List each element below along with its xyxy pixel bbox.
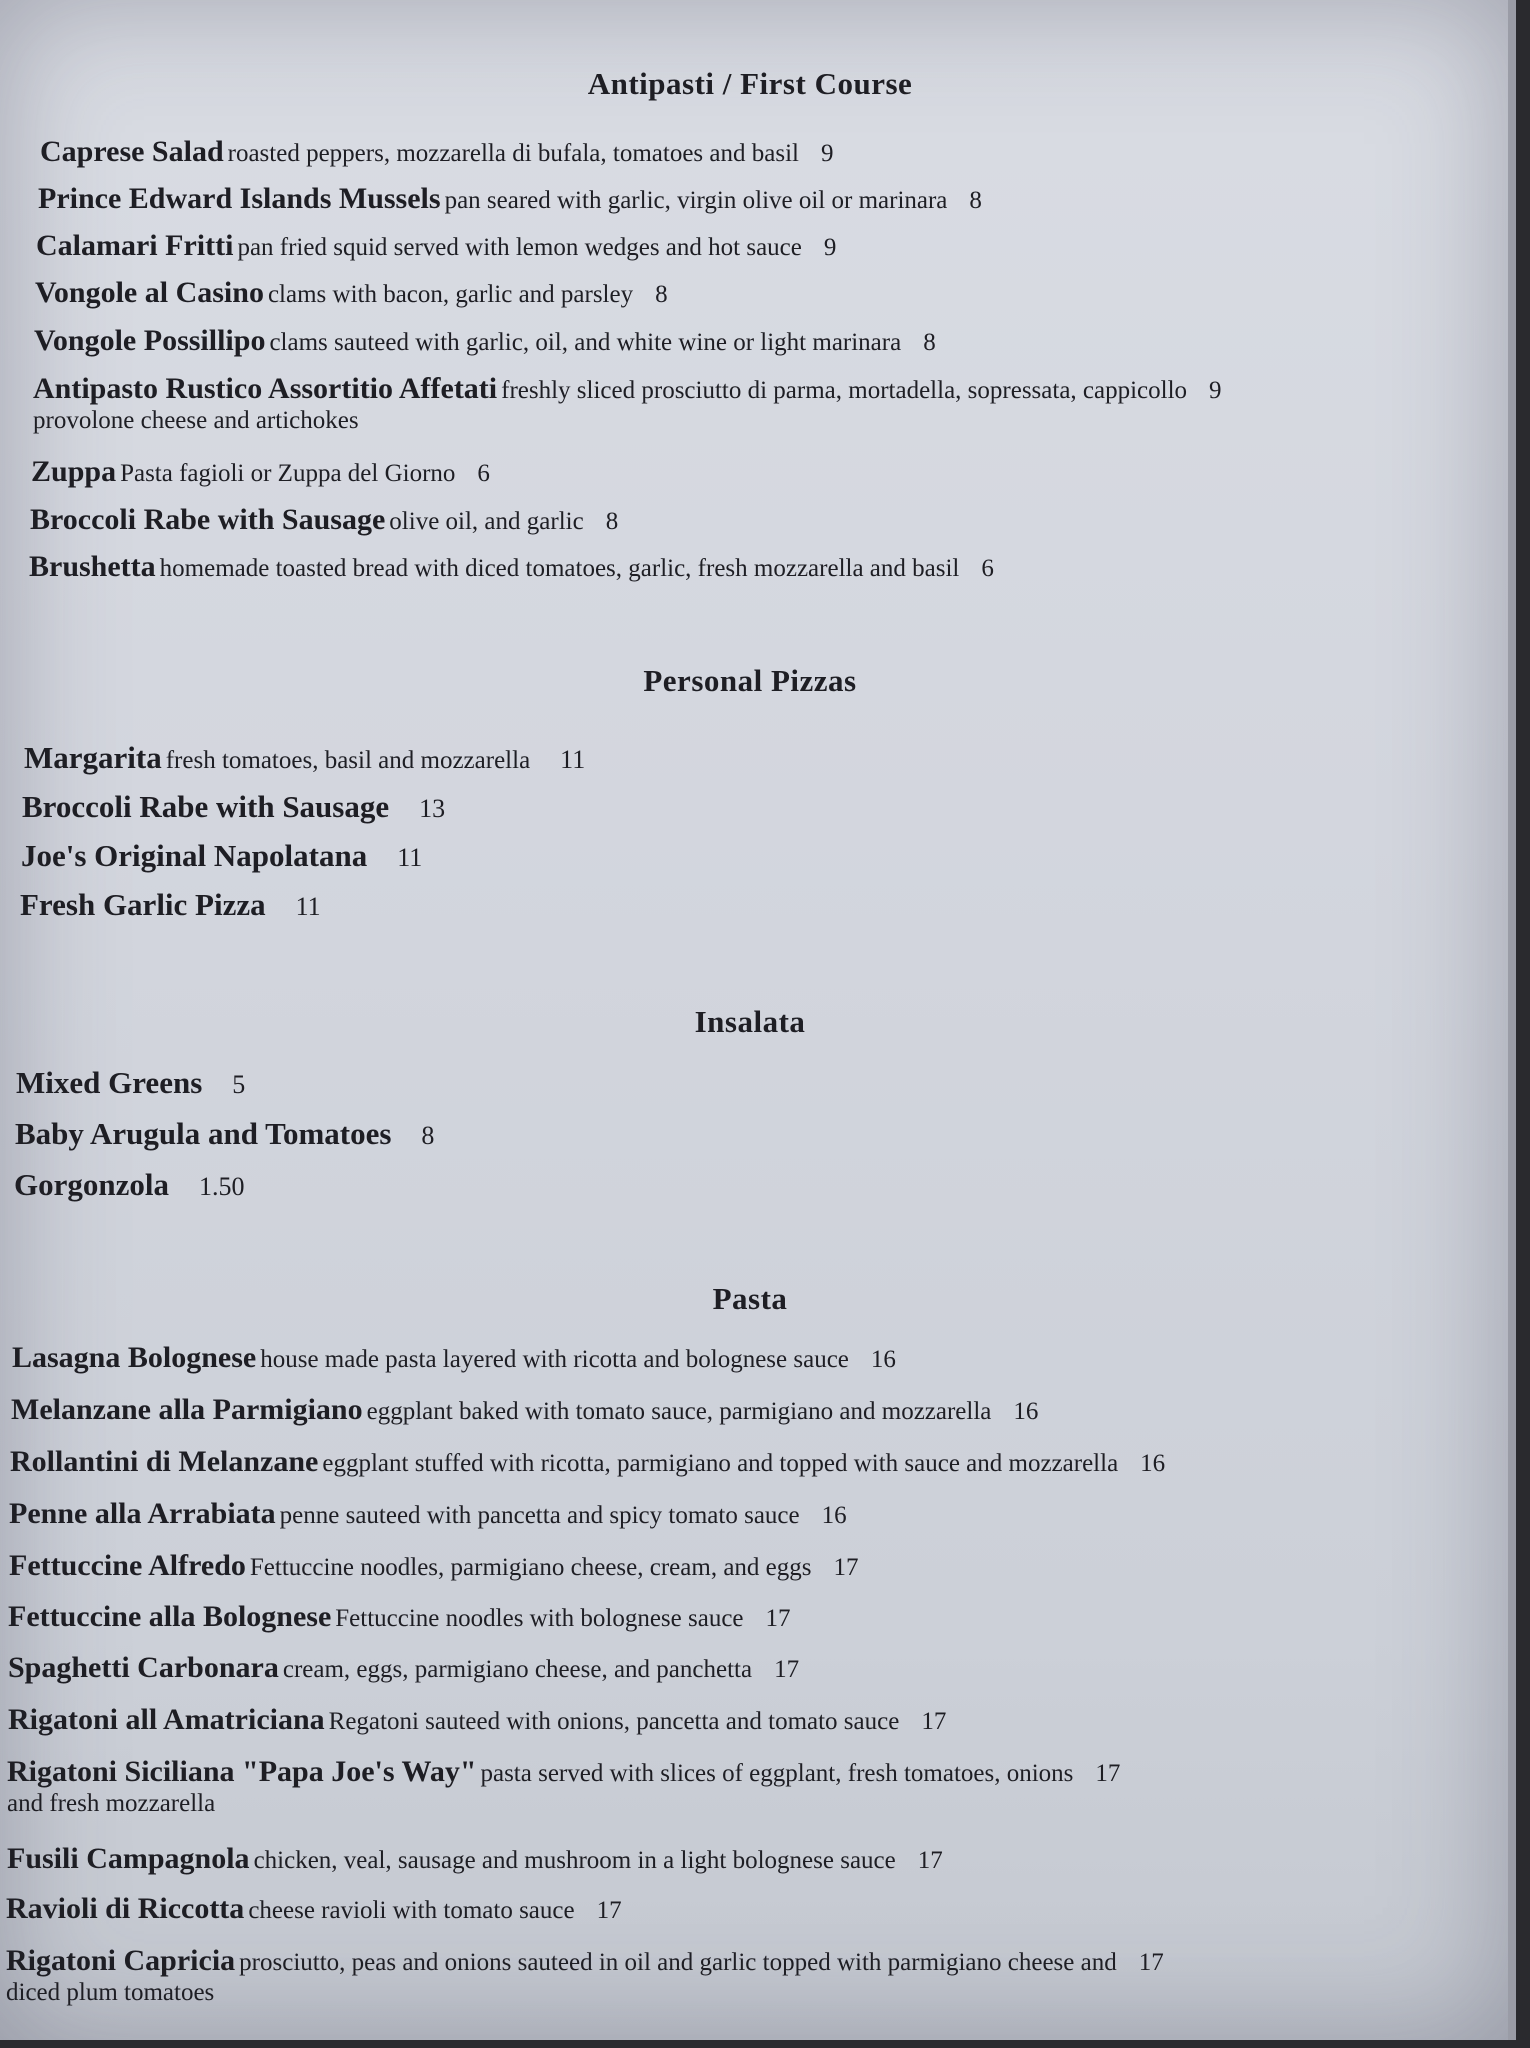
menu-item	[30, 503, 618, 538]
menu-item	[33, 372, 1222, 435]
menu-item	[16, 1065, 245, 1101]
menu-item	[7, 1842, 943, 1877]
menu-item	[34, 324, 936, 359]
item-price: 1.50	[199, 1172, 245, 1201]
menu-item	[11, 1393, 1038, 1428]
item-price: 11	[397, 843, 423, 872]
item-price: 8	[923, 329, 936, 356]
item-name: Broccoli Rabe with Sausage	[22, 789, 390, 824]
item-name: Fusili Campagnola	[7, 1842, 250, 1875]
item-name: Joe's Original Napolatana	[21, 838, 368, 873]
section-title-pizzas: Personal Pizzas	[643, 663, 857, 698]
item-desc: fresh tomatoes, basil and mozzarella	[165, 747, 531, 774]
item-price: 6	[981, 555, 994, 582]
item-name: Melanzane alla Parmigiano	[11, 1393, 363, 1426]
item-price: 6	[477, 460, 490, 487]
item-name: Spaghetti Carbonara	[8, 1651, 279, 1684]
menu-item	[29, 550, 994, 585]
menu-item	[9, 1497, 847, 1532]
section-title-insalata: Insalata	[694, 1004, 806, 1039]
item-name: Mixed Greens	[16, 1065, 203, 1100]
item-desc: cream, eggs, parmigiano cheese, and panchetta	[282, 1656, 753, 1683]
item-name: Rigatoni all Amatriciana	[8, 1703, 325, 1736]
item-desc: homemade toasted bread with diced tomatoes, garlic, fresh mozzarella and basil	[159, 555, 960, 582]
item-name: Vongole Possillipo	[34, 324, 266, 357]
item-desc: chicken, veal, sausage and mushroom in a light bolognese sauce	[253, 1847, 896, 1874]
menu-item	[24, 740, 585, 776]
item-desc: prosciutto, peas and onions sauteed in oil and garlic topped with parmigiano cheese and	[239, 1949, 1117, 1976]
item-name: Rigatoni Siciliana "Papa Joe's Way"	[7, 1755, 477, 1788]
item-name: Antipasto Rustico Assortitio Affetati	[33, 372, 498, 405]
item-desc: Pasta fagioli or Zuppa del Giorno	[120, 460, 456, 487]
section-title-pasta: Pasta	[712, 1281, 788, 1316]
item-price: 17	[1138, 1949, 1164, 1976]
item-price: 13	[419, 794, 446, 823]
item-price: 8	[969, 187, 982, 214]
item-name: Vongole al Casino	[35, 276, 264, 309]
item-desc: roasted peppers, mozzarella di bufala, tomatoes and basil	[227, 140, 799, 167]
item-price: 17	[765, 1605, 791, 1632]
item-desc: pan seared with garlic, virgin olive oil or marinara	[444, 187, 948, 214]
item-price: 9	[1209, 377, 1222, 404]
item-price: 17	[917, 1847, 943, 1874]
item-desc: penne sauteed with pancetta and spicy tomato sauce	[279, 1502, 800, 1529]
item-desc: pasta served with slices of eggplant, fresh tomatoes, onions	[480, 1760, 1074, 1787]
item-desc: olive oil, and garlic	[389, 508, 584, 535]
item-price: 11	[560, 745, 586, 774]
menu-item	[12, 1341, 896, 1376]
item-price: 17	[596, 1897, 622, 1924]
menu-item	[10, 1445, 1165, 1480]
item-price: 16	[1140, 1450, 1166, 1477]
item-desc-continued: diced plum tomatoes	[6, 1978, 215, 2006]
item-price: 8	[605, 508, 619, 535]
item-name: Rigatoni Capricia	[6, 1944, 236, 1977]
menu-item	[14, 1167, 245, 1203]
item-name: Gorgonzola	[14, 1167, 169, 1202]
item-price: 16	[1013, 1398, 1039, 1425]
item-name: Fettuccine Alfredo	[9, 1549, 246, 1582]
item-price: 5	[232, 1070, 246, 1099]
item-price: 11	[295, 892, 321, 921]
menu-item	[6, 1944, 1164, 2007]
item-name: Zuppa	[31, 455, 117, 488]
item-name: Lasagna Bolognese	[12, 1341, 257, 1374]
item-desc: pan fried squid served with lemon wedges and hot sauce	[237, 234, 802, 261]
item-name: Broccoli Rabe with Sausage	[30, 503, 386, 536]
item-desc: Regatoni sauteed with onions, pancetta and tomato sauce	[328, 1708, 900, 1735]
item-desc: clams sauteed with garlic, oil, and white wine or light marinara	[269, 329, 902, 356]
item-name: Margarita	[24, 740, 162, 775]
item-desc: eggplant stuffed with ricotta, parmigiano and topped with sauce and mozzarella	[322, 1450, 1119, 1477]
item-price: 17	[774, 1656, 800, 1683]
menu-item	[40, 135, 833, 170]
menu-item	[8, 1600, 791, 1635]
item-desc: Fettuccine noodles, parmigiano cheese, cream, and eggs	[249, 1554, 812, 1581]
menu-item	[8, 1651, 799, 1686]
menu-item	[20, 887, 321, 923]
menu-item	[22, 789, 445, 825]
item-desc: eggplant baked with tomato sauce, parmigiano and mozzarella	[366, 1398, 992, 1425]
item-desc: freshly sliced prosciutto di parma, mortadella, sopressata, cappicollo	[501, 377, 1188, 404]
item-desc-continued: provolone cheese and artichokes	[33, 406, 359, 434]
item-price: 17	[833, 1554, 859, 1581]
section-title-antipasti: Antipasti / First Course	[587, 66, 913, 101]
item-name: Baby Arugula and Tomatoes	[15, 1116, 392, 1151]
menu-item	[38, 182, 982, 217]
menu-item	[36, 229, 836, 264]
item-name: Brushetta	[29, 550, 156, 583]
item-desc: Fettuccine noodles with bolognese sauce	[335, 1605, 744, 1632]
item-price: 8	[655, 281, 668, 308]
item-desc-continued: and fresh mozzarella	[7, 1789, 216, 1817]
item-price: 17	[1095, 1760, 1121, 1787]
item-name: Fresh Garlic Pizza	[20, 887, 266, 922]
item-price: 9	[823, 234, 837, 261]
menu-item	[31, 455, 490, 490]
item-price: 8	[421, 1121, 435, 1150]
item-name: Caprese Salad	[40, 135, 224, 168]
item-name: Rollantini di Melanzane	[10, 1445, 319, 1478]
item-price: 16	[870, 1346, 896, 1373]
item-name: Calamari Fritti	[36, 229, 234, 262]
menu-item	[7, 1755, 1120, 1818]
item-desc: clams with bacon, garlic and parsley	[267, 281, 634, 308]
item-price: 16	[821, 1502, 847, 1529]
menu-item	[35, 276, 668, 311]
menu-item	[21, 838, 422, 874]
item-price: 17	[921, 1708, 947, 1735]
item-price: 9	[820, 140, 834, 167]
menu-item	[6, 1892, 622, 1927]
item-name: Prince Edward Islands Mussels	[38, 182, 441, 215]
menu-item	[8, 1703, 946, 1738]
item-name: Penne alla Arrabiata	[9, 1497, 276, 1530]
menu-item	[9, 1549, 859, 1584]
menu-item	[15, 1116, 434, 1152]
item-desc: house made pasta layered with ricotta and bolognese sauce	[260, 1346, 849, 1373]
item-name: Ravioli di Riccotta	[6, 1892, 245, 1925]
item-desc: cheese ravioli with tomato sauce	[248, 1897, 575, 1924]
item-name: Fettuccine alla Bolognese	[8, 1600, 332, 1633]
